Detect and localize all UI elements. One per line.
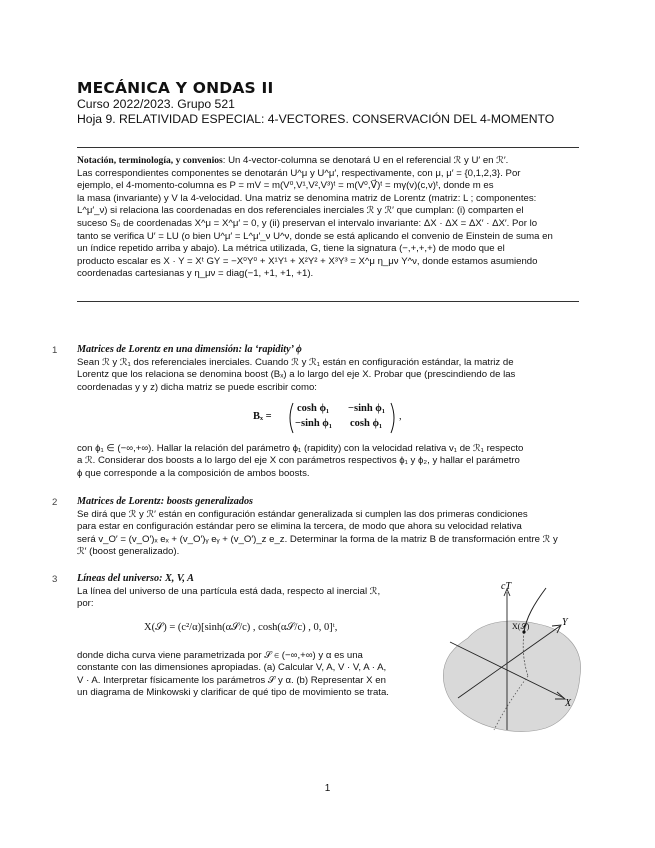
notes-bottom-rule — [77, 301, 579, 302]
axis-label-ct: cT — [501, 581, 511, 592]
matrix-r1c2: −sinh ϕ₁ — [348, 403, 385, 414]
page-number: 1 — [324, 783, 331, 794]
notes-line: tanto se verifica U′ = LU (o bien U^μ′ = L^μ′_ν U^ν, donde se está aplicando el convenio de Einstein de suma en — [77, 230, 553, 242]
point-label: X(𝒮) — [512, 622, 530, 631]
minkowski-diagram — [428, 580, 588, 740]
notes-line: producto escalar es X · Y = Xᵗ GY = −X⁰Y⁰ + X¹Y¹ + X²Y² + X³Y³ = X^μ η_μν Y^ν, donde estamos asumiendo — [77, 255, 538, 267]
matrix-r2c2: cosh ϕ₁ — [350, 418, 383, 429]
notes-line: Las correspondientes componentes se denotarán U^μ y U^μ′, respectivamente, con μ, μ′ = {0,1,2,3}. Por — [77, 167, 521, 179]
problem-text: Sean ℛ y ℛ₁ dos referenciales inerciales. Cuando ℛ y ℛ₁ están en configuración estándar, la matriz de Lorentz que los relaciona se denomina boost (Bₓ) a lo largo del eje X. Probar que (prescindiendo de las coordenadas y y z) dicha matriz se puede escribir como: — [77, 357, 516, 393]
top-rule — [77, 147, 579, 148]
problem-text: donde dicha curva viene parametrizada por 𝒮 ∈ (−∞,+∞) y α es una constante con las dimensiones apropiadas. (a) Calcular V, A, V · V, A · A, V · A. Interpretar físicamente los parámetros 𝒮 y α. (b) Representar X en un diagrama de Minkowski y clarificar de qué tipo de movimiento se trata. — [77, 650, 389, 699]
problem-text: Se dirá que ℛ y ℛ′ están en configuración estándar generalizada si cumplen las dos primeras condiciones para estar en configuración estándar pero se elimina la tercera, de modo que ahora su velocidad relativa será v_O′ = (v_O′)ₓ eₓ + (v_O′)ᵧ eᵧ + (v_O′)_z e_z. Determinar la forma de la matriz B de transformación entre ℛ y ℛ′ (boost generalizado). — [77, 509, 558, 558]
problem-title: Matrices de Lorentz: boosts generalizados — [77, 496, 254, 507]
document-title: MECÁNICA Y ONDAS II — [77, 79, 274, 97]
notation-block — [77, 155, 579, 281]
notes-line: coordenadas cartesianas y η_μν = diag(−1, +1, +1, +1). — [77, 268, 314, 280]
matrix-r2c1: −sinh ϕ₁ — [295, 418, 332, 429]
sheet-line: Hoja 9. RELATIVIDAD ESPECIAL: 4-VECTORES. CONSERVACIÓN DEL 4-MOMENTO — [77, 112, 555, 126]
notes-line: Notación, terminología, y convenios: Un 4-vector-columna se denotará U en el referencial ℛ y U′ en ℛ′. — [77, 155, 509, 166]
notes-line: la masa (invariante) y V la 4-velocidad. Una matriz se denomina matriz de Lorentz (matriz: L ; componentes: — [77, 192, 537, 204]
problem-text: con ϕ₁ ∈ (−∞,+∞). Hallar la relación del parámetro ϕ₁ (rapidity) con la velocidad relativa v₁ de ℛ₁ respecto a ℛ. Considerar dos boosts a lo largo del eje X con parámetros respectivos ϕ₁ y ϕ₂, y hallar el parámetro ϕ que corresponde a la composición de ambos boosts. — [77, 443, 524, 479]
notes-line: un índice repetido arriba y abajo). La métrica utilizada, G, tiene la signatura (−,+,+,+) de modo que el — [77, 243, 505, 255]
problem-number: 2 — [52, 497, 58, 508]
spacetime-region — [443, 621, 580, 732]
problem-title: Matrices de Lorentz en una dimensión: la ‘rapidity’ ϕ — [77, 344, 302, 355]
notes-line: ejemplo, el 4-momento-columna es P = mV = m(V⁰,V¹,V²,V³)ᵗ = m(V⁰,V⃗)ᵗ = mγ(v)(c,v)ᵗ, donde m es — [77, 180, 494, 192]
boost-matrix — [253, 401, 413, 435]
problem-text: La línea del universo de una partícula está dada, respecto al inercial ℛ, por: — [77, 586, 381, 610]
axis-label-x: X — [565, 698, 572, 709]
axis-label-y: Y — [562, 617, 568, 628]
worldline-equation: X(𝒮) = (c²/α)[sinh(α𝒮/c) , cosh(α𝒮/c) , 0, 0]ᵗ, — [144, 622, 338, 633]
problem-title: Líneas del universo: X, V, A — [77, 573, 194, 584]
matrix-tail: , — [399, 411, 402, 422]
matrix-lhs: Bₓ = — [253, 411, 272, 422]
notes-line: suceso S₀ de coordenadas X^μ = X^μ′ = 0, y (ii) preservan el intervalo invariante: ΔX · ΔX = ΔX′ · ΔX′. Por lo — [77, 217, 538, 229]
notes-line: L^μ′_ν) si relaciona las coordenadas en dos referenciales inerciales ℛ y ℛ′ que cumplan: (i) comparten el — [77, 205, 524, 217]
matrix-r1c1: cosh ϕ₁ — [297, 403, 330, 414]
problem-number: 1 — [52, 345, 58, 356]
problem-number: 3 — [52, 574, 58, 585]
notes-lead: Notación, terminología, y convenios — [77, 155, 223, 166]
course-line: Curso 2022/2023. Grupo 521 — [77, 97, 235, 111]
